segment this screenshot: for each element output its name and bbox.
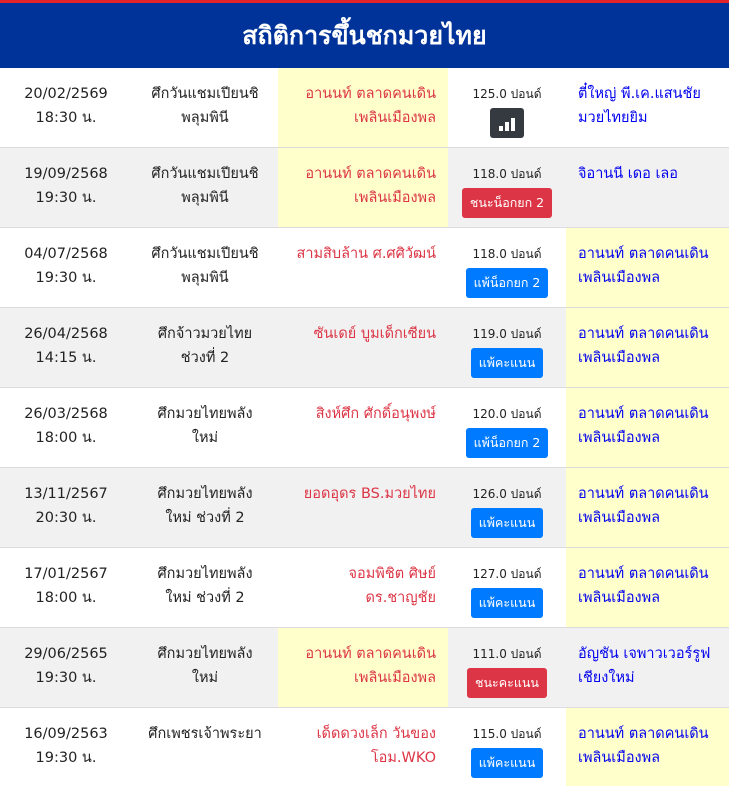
- red-corner-fighter[interactable]: [278, 228, 448, 307]
- red-corner-fighter[interactable]: [278, 628, 448, 707]
- event-name-line: ศึกมวยไทยพลัง: [157, 486, 253, 502]
- blue-fighter-name-line: อานนท์ ตลาดคนเดิน: [578, 326, 709, 342]
- red-corner-fighter[interactable]: [278, 548, 448, 627]
- weight-label: 120.0 ปอนด์: [472, 407, 542, 421]
- red-fighter-name-line: จอมพิชิต ศิษย์: [348, 566, 436, 582]
- fight-time: 19:30 น.: [35, 750, 97, 766]
- result-badge-win[interactable]: ชนะน็อกยก 2: [462, 188, 552, 218]
- fight-result-cell: [448, 708, 566, 786]
- red-corner-fighter[interactable]: [278, 68, 448, 147]
- fight-result-cell: [448, 148, 566, 227]
- blue-corner-fighter[interactable]: [566, 148, 729, 227]
- page-title: สถิติการขึ้นชกมวยไทย: [242, 20, 487, 50]
- table-row: [0, 468, 729, 548]
- event-name-cell: [132, 628, 278, 707]
- fight-date-cell: [0, 548, 132, 627]
- fight-time: 20:30 น.: [35, 510, 97, 526]
- table-row: [0, 228, 729, 308]
- fight-date: 04/07/2568: [24, 246, 108, 262]
- event-name-line: ใหม่: [191, 430, 219, 446]
- fight-date-cell: [0, 468, 132, 547]
- event-name-cell: [132, 548, 278, 627]
- blue-fighter-name-line: อานนท์ ตลาดคนเดิน: [578, 726, 709, 742]
- event-name-line: ใหม่: [191, 670, 219, 686]
- fight-date-cell: [0, 148, 132, 227]
- fight-date-cell: [0, 628, 132, 707]
- blue-corner-fighter[interactable]: [566, 548, 729, 627]
- event-name-cell: [132, 468, 278, 547]
- weight-label: 111.0 ปอนด์: [472, 647, 542, 661]
- red-fighter-name-line: อานนท์ ตลาดคนเดิน: [305, 166, 436, 182]
- result-badge-loss[interactable]: แพ้น็อกยก 2: [466, 268, 549, 298]
- event-name-line: ศึกมวยไทยพลัง: [157, 566, 253, 582]
- red-fighter-name-line: เด็ดดวงเล็ก วันของ: [316, 726, 436, 742]
- blue-fighter-name-line: อานนท์ ตลาดคนเดิน: [578, 246, 709, 262]
- event-name-line: ศึกเพชรเจ้าพระยา: [148, 726, 262, 742]
- table-row: [0, 148, 729, 228]
- table-row: [0, 388, 729, 468]
- event-name-cell: [132, 228, 278, 307]
- table-row: [0, 68, 729, 148]
- red-corner-fighter[interactable]: [278, 308, 448, 387]
- fight-date: 19/09/2568: [24, 166, 108, 182]
- event-name-line: ศึกวันแชมเปียนชิ: [151, 166, 259, 182]
- event-name-line: พลุมพินี: [181, 190, 229, 206]
- bar-chart-icon-bar: [511, 118, 515, 131]
- blue-corner-fighter[interactable]: [566, 228, 729, 307]
- event-name-line: ศึกจ้าวมวยไทย: [157, 326, 253, 342]
- red-corner-fighter[interactable]: [278, 388, 448, 467]
- red-fighter-name-line: ยอดอุดร BS.มวยไทย: [303, 486, 436, 502]
- blue-corner-fighter[interactable]: [566, 308, 729, 387]
- event-name-cell: [132, 308, 278, 387]
- event-name-line: ใหม่ ช่วงที่ 2: [165, 510, 245, 526]
- event-name-line: ศึกมวยไทยพลัง: [157, 406, 253, 422]
- fight-date: 29/06/2565: [24, 646, 108, 662]
- blue-fighter-name-line: เพลินเมืองพล: [578, 590, 661, 606]
- fight-result-cell: [448, 308, 566, 387]
- event-name-cell: [132, 388, 278, 467]
- blue-fighter-name-line: อัญชัน เจพาวเวอร์รูฟ: [578, 646, 711, 662]
- event-name-line: พลุมพินี: [181, 270, 229, 286]
- fight-date-cell: [0, 708, 132, 786]
- event-name-line: พลุมพินี: [181, 110, 229, 126]
- blue-fighter-name-line: เพลินเมืองพล: [578, 270, 661, 286]
- event-name-cell: [132, 68, 278, 147]
- weight-label: 118.0 ปอนด์: [472, 247, 542, 261]
- weight-label: 127.0 ปอนด์: [472, 567, 542, 581]
- fight-date-cell: [0, 308, 132, 387]
- blue-corner-fighter[interactable]: [566, 388, 729, 467]
- weight-label: 118.0 ปอนด์: [472, 167, 542, 181]
- fight-date: 26/03/2568: [24, 406, 108, 422]
- red-fighter-name-line: อานนท์ ตลาดคนเดิน: [305, 646, 436, 662]
- blue-corner-fighter[interactable]: [566, 628, 729, 707]
- blue-fighter-name-line: อานนท์ ตลาดคนเดิน: [578, 406, 709, 422]
- red-fighter-name-line: ซันเดย์ บูมเด็กเซียน: [313, 326, 436, 342]
- red-fighter-name-line: เพลินเมืองพล: [353, 110, 436, 126]
- red-corner-fighter[interactable]: [278, 148, 448, 227]
- fight-result-cell: [448, 628, 566, 707]
- bar-chart-icon-bar: [505, 122, 509, 131]
- blue-fighter-name-line: อานนท์ ตลาดคนเดิน: [578, 566, 709, 582]
- result-badge-loss[interactable]: แพ้คะแนน: [471, 588, 544, 618]
- red-fighter-name-line: เพลินเมืองพล: [353, 190, 436, 206]
- fight-date: 26/04/2568: [24, 326, 108, 342]
- event-name-cell: [132, 148, 278, 227]
- result-badge-loss[interactable]: แพ้คะแนน: [471, 348, 544, 378]
- fight-date-cell: [0, 228, 132, 307]
- blue-corner-fighter[interactable]: [566, 708, 729, 786]
- blue-fighter-name-line: เพลินเมืองพล: [578, 350, 661, 366]
- weight-label: 115.0 ปอนด์: [472, 727, 542, 741]
- blue-corner-fighter[interactable]: [566, 68, 729, 147]
- weight-label: 125.0 ปอนด์: [472, 87, 542, 101]
- weight-label: 126.0 ปอนด์: [472, 487, 542, 501]
- red-fighter-name-line: สามสิบล้าน ศ.ศศิวัฒน์: [296, 246, 436, 262]
- blue-fighter-name-line: มวยไทยยิม: [578, 110, 648, 126]
- red-corner-fighter[interactable]: [278, 708, 448, 786]
- fight-time: 18:30 น.: [35, 110, 97, 126]
- result-badge-loss[interactable]: แพ้คะแนน: [471, 748, 544, 778]
- event-name-line: ช่วงที่ 2: [180, 350, 230, 366]
- blue-fighter-name-line: เพลินเมืองพล: [578, 510, 661, 526]
- fight-date-cell: [0, 388, 132, 467]
- red-fighter-name-line: เพลินเมืองพล: [353, 670, 436, 686]
- fight-date: 16/09/2563: [24, 726, 108, 742]
- fight-time: 18:00 น.: [35, 590, 97, 606]
- event-name-line: ศึกวันแชมเปียนชิ: [151, 86, 259, 102]
- red-fighter-name-line: สิงห์ศึก ศักดิ์อนุพงษ์: [315, 406, 436, 422]
- table-row: [0, 628, 729, 708]
- result-badge-win[interactable]: ชนะคะแนน: [467, 668, 547, 698]
- fight-time: 19:30 น.: [35, 270, 97, 286]
- fight-result-cell: [448, 548, 566, 627]
- fight-result-cell: [448, 468, 566, 547]
- fight-date: 17/01/2567: [24, 566, 108, 582]
- red-fighter-name-line: ดร.ชาญชัย: [365, 590, 436, 606]
- weight-label: 119.0 ปอนด์: [472, 327, 542, 341]
- bar-chart-icon[interactable]: [490, 108, 524, 138]
- fight-record-table: [0, 68, 729, 786]
- table-row: [0, 308, 729, 388]
- blue-fighter-name-line: ตี๋ใหญ่ พี.เค.แสนชัย: [578, 86, 701, 102]
- blue-fighter-name-line: อานนท์ ตลาดคนเดิน: [578, 486, 709, 502]
- fight-result-cell: [448, 388, 566, 467]
- fight-date: 13/11/2567: [24, 486, 108, 502]
- blue-corner-fighter[interactable]: [566, 468, 729, 547]
- fight-time: 14:15 น.: [35, 350, 97, 366]
- blue-fighter-name-line: เชียงใหม่: [578, 670, 635, 686]
- fight-date-cell: [0, 68, 132, 147]
- table-row: [0, 708, 729, 786]
- page-header: [0, 3, 729, 68]
- red-fighter-name-line: อานนท์ ตลาดคนเดิน: [305, 86, 436, 102]
- event-name-line: ศึกวันแชมเปียนชิ: [151, 246, 259, 262]
- fight-time: 19:30 น.: [35, 190, 97, 206]
- event-name-line: ศึกมวยไทยพลัง: [157, 646, 253, 662]
- red-corner-fighter[interactable]: [278, 468, 448, 547]
- red-fighter-name-line: โอม.WKO: [370, 750, 436, 766]
- result-badge-loss[interactable]: แพ้น็อกยก 2: [466, 428, 549, 458]
- fight-result-cell: [448, 228, 566, 307]
- fight-date: 20/02/2569: [24, 86, 108, 102]
- blue-fighter-name-line: เพลินเมืองพล: [578, 750, 661, 766]
- bar-chart-icon-bar: [499, 126, 503, 131]
- fight-result-cell: [448, 68, 566, 147]
- blue-fighter-name-line: เพลินเมืองพล: [578, 430, 661, 446]
- fight-time: 19:30 น.: [35, 670, 97, 686]
- table-row: [0, 548, 729, 628]
- fight-time: 18:00 น.: [35, 430, 97, 446]
- event-name-line: ใหม่ ช่วงที่ 2: [165, 590, 245, 606]
- blue-fighter-name-line: จิอานนี เดอ เลอ: [578, 166, 679, 182]
- event-name-cell: [132, 708, 278, 786]
- result-badge-loss[interactable]: แพ้คะแนน: [471, 508, 544, 538]
